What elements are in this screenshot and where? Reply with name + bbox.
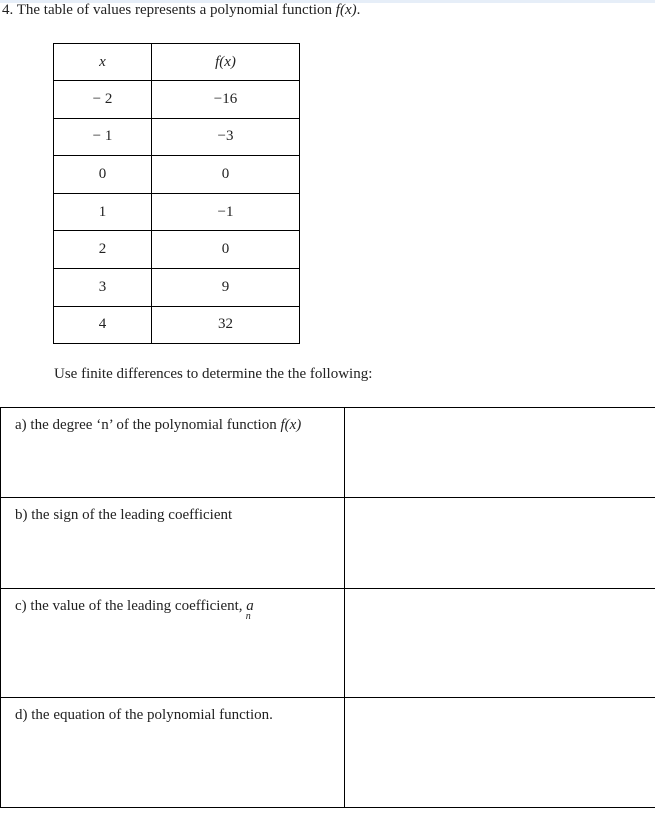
x-value: 1 xyxy=(54,193,152,231)
fx-value: −3 xyxy=(152,118,300,156)
fx-value: 0 xyxy=(152,231,300,269)
table-row xyxy=(54,268,300,306)
header-x: x xyxy=(54,44,152,81)
part-a-text: a) the degree ‘n’ of the polynomial function xyxy=(15,417,281,433)
x-value: 3 xyxy=(54,268,152,306)
table-row xyxy=(54,118,300,156)
fx-value: −1 xyxy=(152,193,300,231)
fx-value: 32 xyxy=(152,306,300,344)
table-row xyxy=(54,156,300,194)
part-c-prompt xyxy=(1,589,345,698)
part-c-subscript: n xyxy=(245,611,251,622)
table-row xyxy=(54,306,300,344)
part-d-row xyxy=(1,698,655,808)
question-period: . xyxy=(356,2,361,18)
x-value: − 1 xyxy=(54,118,152,156)
table-row xyxy=(54,81,300,119)
part-d-answer-cell[interactable] xyxy=(345,698,655,808)
part-a-row xyxy=(1,408,655,498)
x-value: 4 xyxy=(54,306,152,344)
fx-value: 0 xyxy=(152,156,300,194)
part-c-text: c) the value of the leading coefficient, xyxy=(15,598,247,614)
part-c-row xyxy=(1,589,655,698)
part-b-row xyxy=(1,498,655,589)
table-row xyxy=(54,193,300,231)
question-title xyxy=(2,2,360,19)
function-notation: f(x) xyxy=(335,2,357,18)
part-c-answer-cell[interactable] xyxy=(345,589,655,698)
table-row xyxy=(54,231,300,269)
part-b-answer-cell[interactable] xyxy=(345,498,655,589)
table-of-values xyxy=(53,43,300,344)
question-text: 4. The table of values represents a polynomial function xyxy=(2,2,336,18)
instruction-text: Use finite differences to determine the the following: xyxy=(54,366,373,382)
part-a-answer-cell[interactable] xyxy=(345,408,655,498)
part-d-text: d) the equation of the polynomial function. xyxy=(15,707,273,723)
fx-value: −16 xyxy=(152,81,300,119)
x-value: − 2 xyxy=(54,81,152,119)
part-b-prompt xyxy=(1,498,345,589)
table-header-row xyxy=(54,44,300,81)
part-a-math: f(x) xyxy=(280,417,302,433)
part-c-math: a xyxy=(246,598,254,614)
x-value: 0 xyxy=(54,156,152,194)
fx-value: 9 xyxy=(152,268,300,306)
part-b-text: b) the sign of the leading coefficient xyxy=(15,507,233,523)
parts-table xyxy=(0,407,655,808)
part-a-prompt xyxy=(1,408,345,498)
x-value: 2 xyxy=(54,231,152,269)
part-d-prompt xyxy=(1,698,345,808)
header-fx: f(x) xyxy=(152,44,300,81)
